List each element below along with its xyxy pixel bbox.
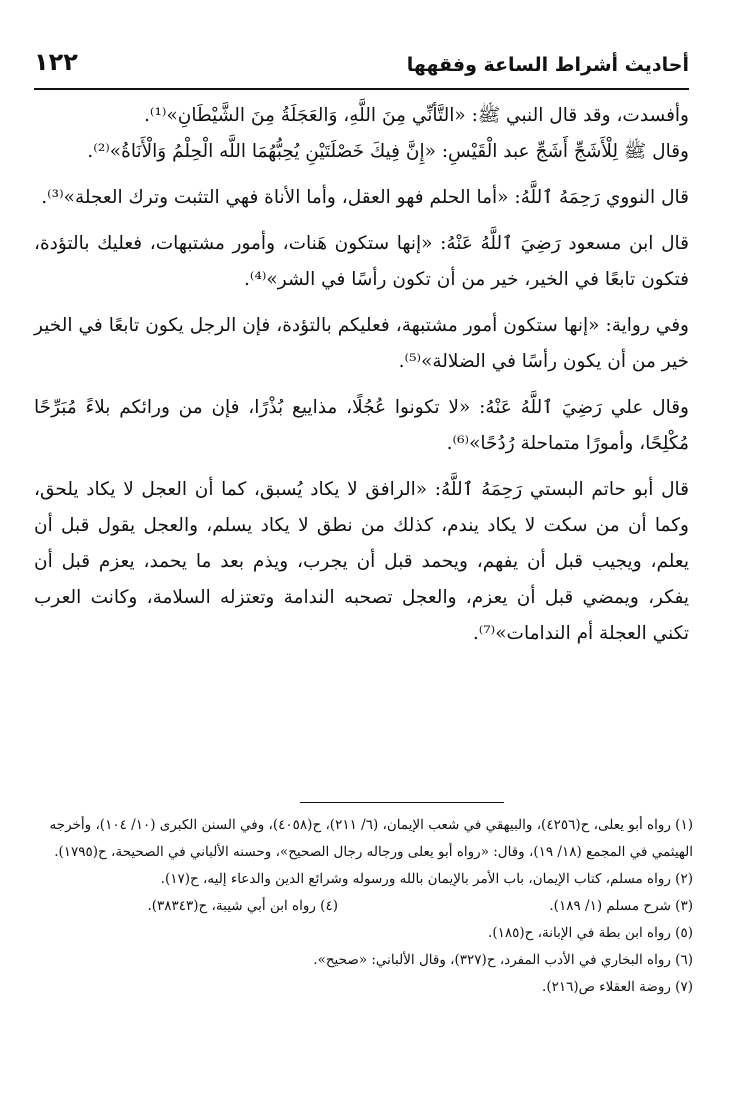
page-number: ١٢٢: [34, 48, 78, 76]
paragraph: وقال علي رَضِيَ ٱللَّهُ عَنْهُ: «لا تكونوا عُجُلًا، مذاييع بُذْرًا، فإن من ورائكم بلاءً مُبَرِّحًا مُكْلِحًا، وأمورًا متماحلة رُدُحًا»⁽⁶⁾.: [34, 397, 689, 454]
footnote: (٤) رواه ابن أبي شيبة، ح(٣٨٣٤٣).: [147, 898, 338, 914]
footnotes: [34, 812, 693, 1001]
footnote: (٦) رواه البخاري في الأدب المفرد، ح(٣٢٧)، وقال الألباني: «صحيح».: [313, 952, 693, 968]
paragraph: وفي رواية: «إنها ستكون أمور مشتبهة، فعليكم بالتؤدة، فإن الرجل يكون تابعًا في الخير خير من أن يكون رأسًا في الضلالة»⁽⁵⁾.: [34, 315, 689, 372]
footnote: (٢) رواه مسلم، كتاب الإيمان، باب الأمر بالإيمان بالله ورسوله وشرائع الدين والدعاء إليه، ح(١٧).: [160, 871, 693, 887]
paragraph: قال أبو حاتم البستي رَحِمَهُ ٱللَّهُ: «الرافق لا يكاد يُسبق، كما أن العجل لا يكاد يلحق، وكما أن من سكت لا يكاد يندم، كذلك من نطق لا يكاد يسلم، والعجل يقول قبل أن يعلم، ويجيب قبل أن يفهم، ويحمد قبل أن يجرب، ويذم بعد ما يحمد، يعزم قبل أن يفكر، ويمضي قبل أن يعزم، والعجل تصحبه الندامة وتعتزله السلامة، وكانت العرب تكني العجلة أم الندامات»⁽⁷⁾.: [34, 479, 689, 644]
paragraph: قال النووي رَحِمَهُ ٱللَّهُ: «أما الحلم فهو العقل، وأما الأناة فهي التثبت وترك العجلة»⁽³⁾.: [41, 187, 689, 208]
footnote-pair: [34, 893, 693, 920]
footnote: (٧) روضة العقلاء ص(٢١٦).: [542, 979, 693, 995]
paragraph: وأفسدت، وقد قال النبي ﷺ: «التَّأنِّي مِنَ اللَّهِ، وَالعَجَلَةُ مِنَ الشَّيْطَانِ»⁽¹⁾.: [144, 105, 689, 126]
paragraph: وقال ﷺ لِلْأَشَجِّ أَشَجِّ عبد الْقَيْسِ: «إِنَّ فِيكَ خَصْلَتَيْنِ يُحِبُّهُمَا اللَّه الْحِلْمُ وَالْأَنَاةُ»⁽²⁾.: [87, 141, 689, 162]
main-text: [34, 98, 689, 652]
footnote: (٥) رواه ابن بطة في الإبانة، ح(١٨٥).: [488, 925, 693, 941]
paragraph: قال ابن مسعود رَضِيَ ٱللَّهُ عَنْهُ: «إنها ستكون هَنات، وأمور مشتبهات، فعليك بالتؤدة، فتكون تابعًا في الخير، خير من أن تكون رأسًا في الشر»⁽⁴⁾.: [34, 233, 689, 290]
footnote-separator: [300, 802, 504, 803]
page-header: [34, 48, 689, 90]
running-title: أحاديث أشراط الساعة وفقهها: [406, 54, 689, 76]
footnote: (١) رواه أبو يعلى، ح(٤٢٥٦)، والبيهقي في شعب الإيمان، (٦/ ٢١١)، ح(٤٠٥٨)، وفي السنن الكبرى (١٠/ ١٠٤)، وأخرجه الهيثمي في المجمع (١٨/ ١٩)، وقال: «رواه أبو يعلى ورجاله رجال الصحيح»، وحسنه الألباني في الصحيحة، ح(١٧٩٥).: [49, 817, 693, 860]
footnote: (٣) شرح مسلم (١/ ١٨٩).: [549, 898, 693, 914]
